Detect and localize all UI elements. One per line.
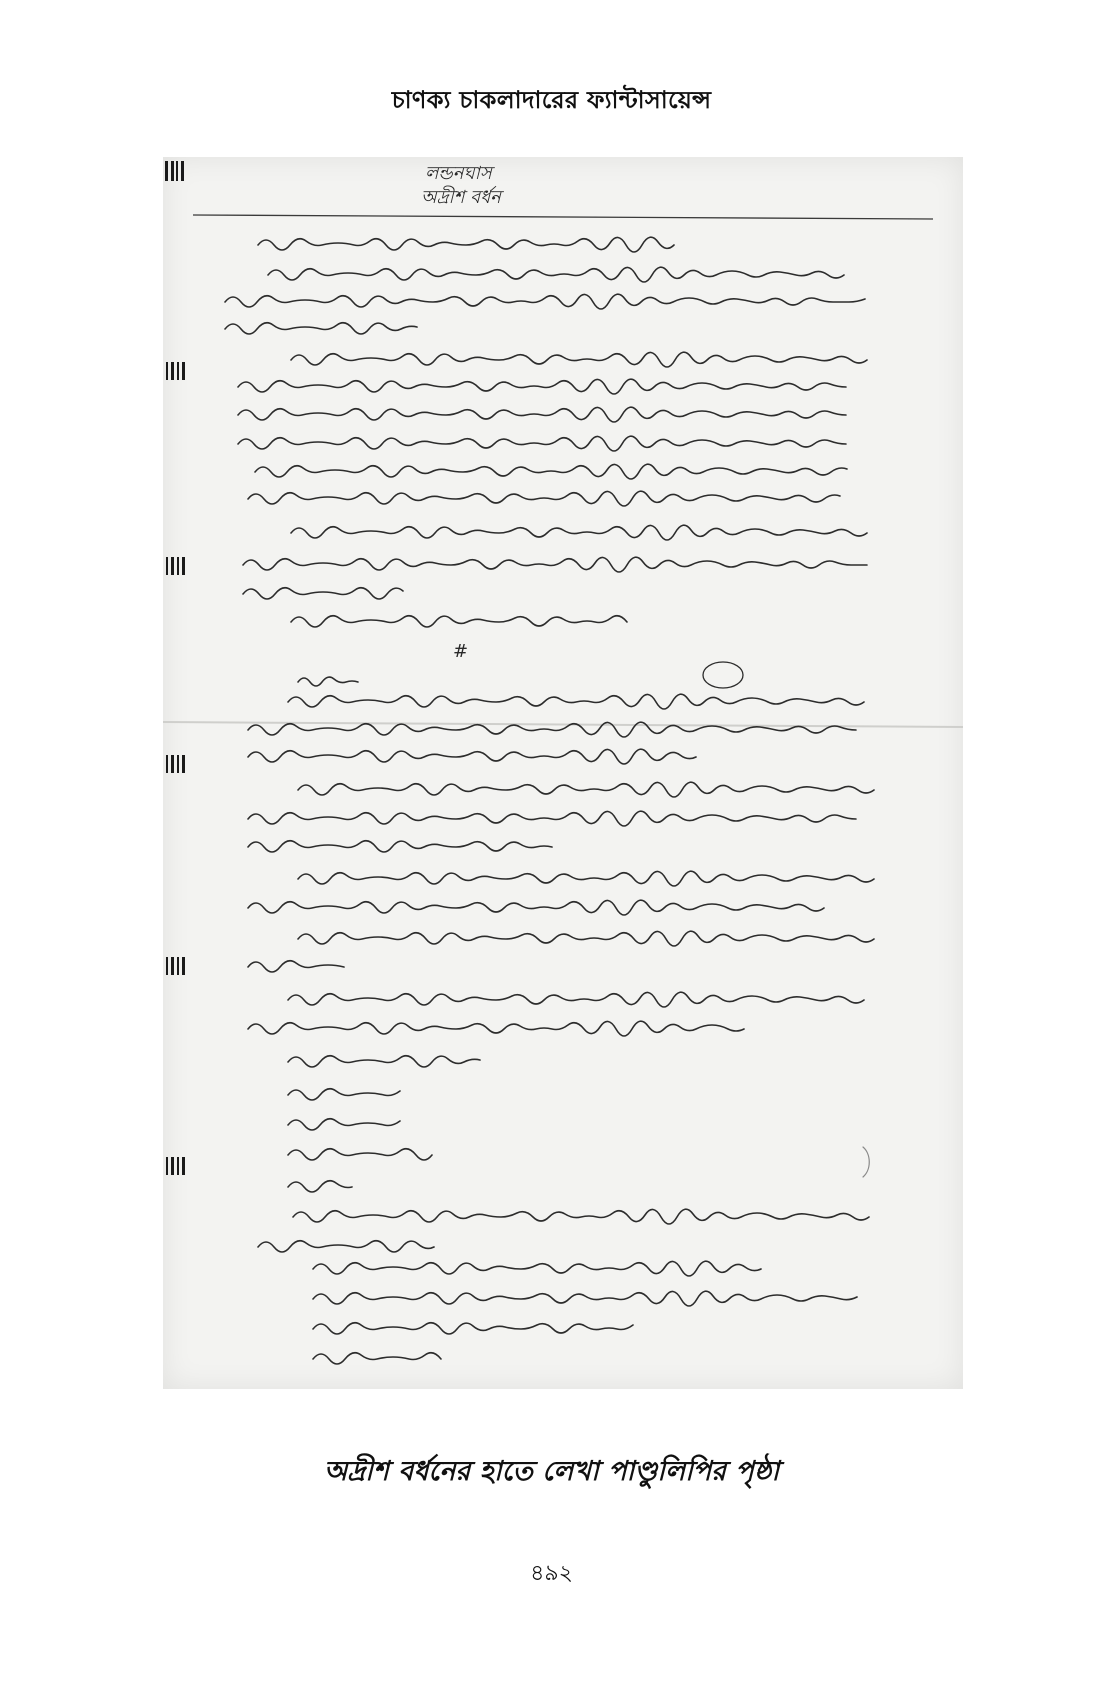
handwritten-page-icon xyxy=(163,157,963,1389)
running-header: চাণক্য চাকলাদারের ফ্যান্টাসায়েন্স xyxy=(391,86,712,114)
handwriting-lines xyxy=(225,237,867,627)
handwriting-lines-2 xyxy=(248,662,874,1364)
binding-marks xyxy=(165,161,185,1175)
manuscript-image xyxy=(163,157,963,1389)
page-number: ৪৯২ xyxy=(530,1561,573,1586)
manuscript-heading-2: অদ্রীশ বর্ধন xyxy=(421,187,501,208)
manuscript-heading-1: লন্ডনঘাস xyxy=(425,163,492,184)
caption: অদ্রীশ বর্ধনের হাতে লেখা পাণ্ডুলিপির পৃষ্ঠা xyxy=(323,1456,780,1487)
section-mark: # xyxy=(453,641,469,662)
